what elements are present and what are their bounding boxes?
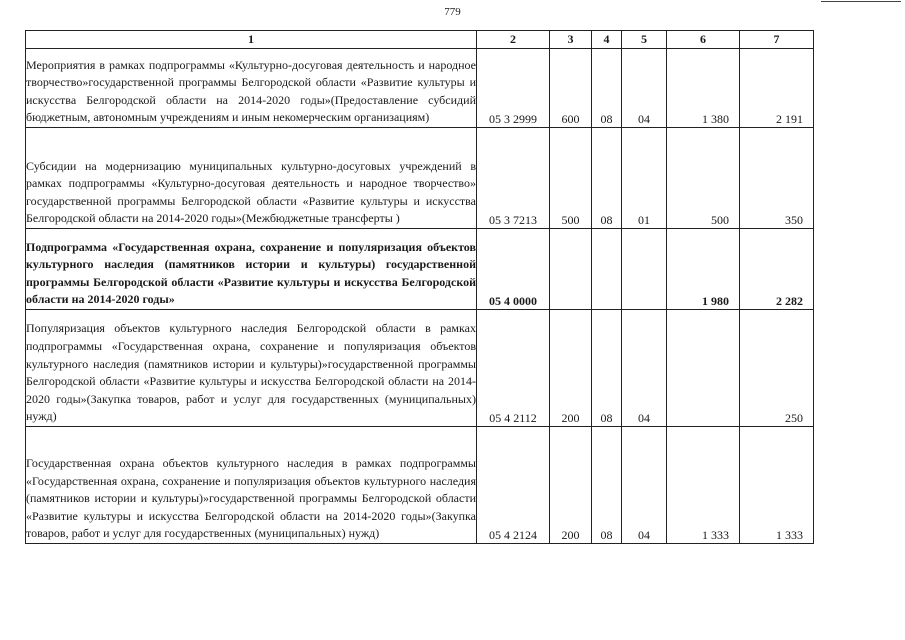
- row-col4: [592, 229, 622, 310]
- table-row: [26, 128, 814, 229]
- row-col7: 1 333: [740, 427, 814, 544]
- row-col5: [622, 229, 667, 310]
- row-col4: 08: [592, 49, 622, 128]
- header-row: [26, 31, 814, 49]
- row-col4: 08: [592, 310, 622, 427]
- row-col6: 1 333: [667, 427, 740, 544]
- top-rule: [821, 1, 901, 2]
- row-col3: 500: [550, 128, 592, 229]
- table-row: [26, 310, 814, 427]
- header-col-6: 6: [667, 31, 740, 49]
- row-description: Государственная охрана объектов культурного наследия в рамках подпрограммы «Государственная охрана, сохранение и популяризация объектов культурного наследия (памятников истории и культуры)»государственной программы Белгородской области «Развитие культуры и искусства Белгородской области на 2014-2020 годы»(Закупка товаров, работ и услуг для государственных (муниципальных) нужд): [26, 427, 477, 544]
- row-col5: 04: [622, 427, 667, 544]
- row-code: 05 4 0000: [477, 229, 550, 310]
- table-row: [26, 229, 814, 310]
- budget-table: [25, 30, 814, 544]
- header-col-5: 5: [622, 31, 667, 49]
- row-code: 05 3 2999: [477, 49, 550, 128]
- row-code: 05 4 2124: [477, 427, 550, 544]
- header-col-7: 7: [740, 31, 814, 49]
- row-col6: 1 980: [667, 229, 740, 310]
- row-col4: 08: [592, 427, 622, 544]
- row-col6: 500: [667, 128, 740, 229]
- row-description: Субсидии на модернизацию муниципальных культурно-досуговых учреждений в рамках подпрограммы «Культурно-досуговая деятельность и народное творчество» государственной программы Белгородской области «Развитие культуры и искусства Белгородской области на 2014-2020 годы»(Межбюджетные трансферты ): [26, 128, 477, 229]
- row-col3: 200: [550, 310, 592, 427]
- page-number: 779: [444, 6, 461, 18]
- row-code: 05 3 7213: [477, 128, 550, 229]
- row-col3: 600: [550, 49, 592, 128]
- row-col3: 200: [550, 427, 592, 544]
- row-col5: 01: [622, 128, 667, 229]
- row-col7: 250: [740, 310, 814, 427]
- row-col3: [550, 229, 592, 310]
- row-description: Подпрограмма «Государственная охрана, сохранение и популяризация объектов культурного наследия (памятников истории и культуры) государственной программы Белгородской области «Развитие культуры и искусства Белгородской области на 2014-2020 годы»: [26, 229, 477, 310]
- row-col6: [667, 310, 740, 427]
- header-col-2: 2: [477, 31, 550, 49]
- row-description: Популяризация объектов культурного наследия Белгородской области в рамках подпрограммы «Государственная охрана, сохранение и популяризация объектов культурного наследия (памятников истории и культуры)»государственной программы Белгородской области «Развитие культуры и искусства Белгородской области на 2014-2020 годы»(Закупка товаров, работ и услуг для государственных (муниципальных) нужд): [26, 310, 477, 427]
- row-col7: 350: [740, 128, 814, 229]
- row-description: Мероприятия в рамках подпрограммы «Культурно-досуговая деятельность и народное творчество»государственной программы Белгородской области «Развитие культуры и искусства Белгородской области на 2014-2020 годы»(Предоставление субсидий бюджетным, автономным учреждениям и иным некомерческим организациям): [26, 49, 477, 128]
- row-col4: 08: [592, 128, 622, 229]
- row-col5: 04: [622, 310, 667, 427]
- row-col6: 1 380: [667, 49, 740, 128]
- row-code: 05 4 2112: [477, 310, 550, 427]
- table-row: [26, 49, 814, 128]
- header-col-1: 1: [26, 31, 477, 49]
- row-col5: 04: [622, 49, 667, 128]
- header-col-4: 4: [592, 31, 622, 49]
- row-col7: 2 282: [740, 229, 814, 310]
- table-row: [26, 427, 814, 544]
- row-col7: 2 191: [740, 49, 814, 128]
- header-col-3: 3: [550, 31, 592, 49]
